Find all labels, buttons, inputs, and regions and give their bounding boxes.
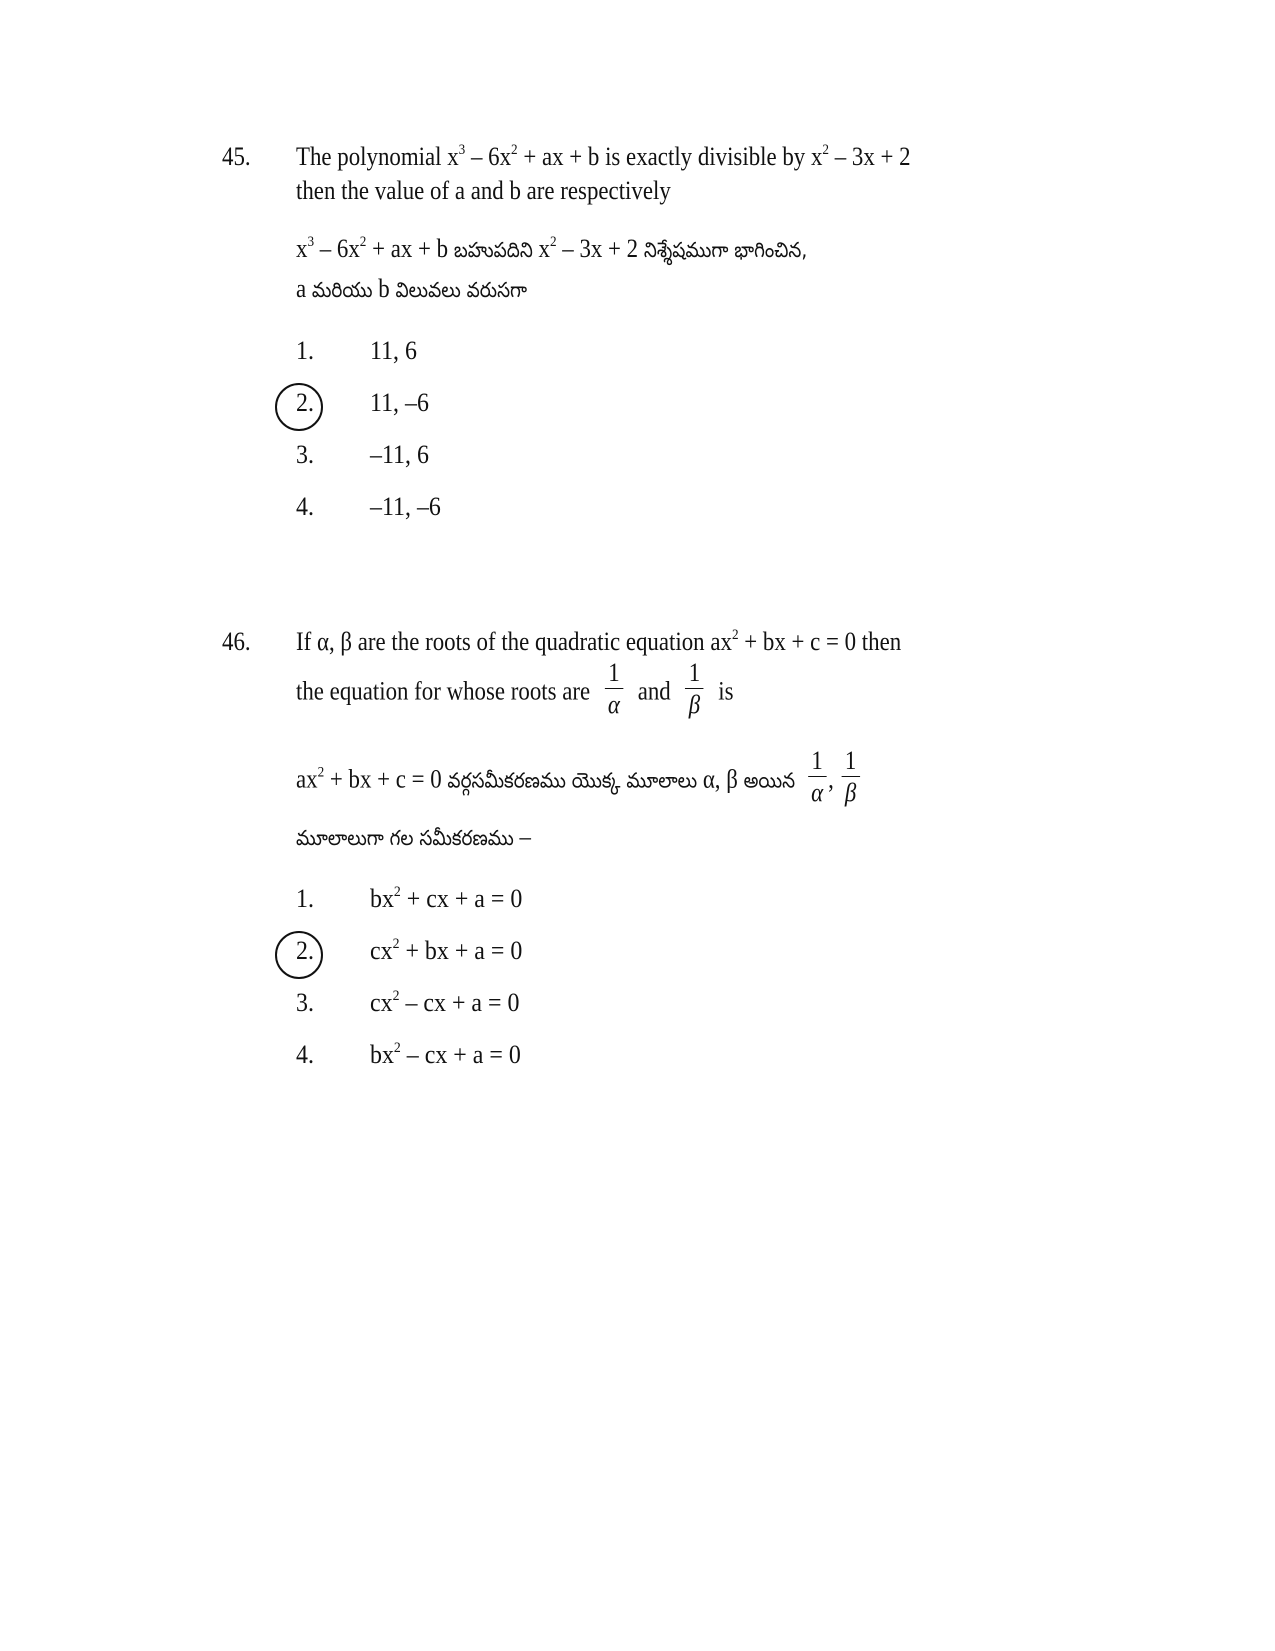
option-value: –11, –6 [370, 492, 441, 521]
telugu-text: నిశ్శేషముగా భాగించిన, [643, 238, 808, 262]
numerator: 1 [608, 658, 620, 687]
fraction-one-over-beta [685, 658, 703, 721]
fraction-one-over-alpha [605, 658, 623, 721]
superscript: 2 [731, 627, 739, 643]
superscript: 2 [393, 1040, 401, 1056]
denominator: α [811, 778, 824, 807]
fraction-one-over-alpha [808, 746, 826, 809]
text: a [296, 274, 312, 303]
text: + ax + b is exactly divisible by x [517, 142, 823, 171]
superscript: 3 [307, 234, 315, 250]
text: – cx + a = 0 [399, 988, 520, 1017]
text: and [637, 676, 671, 706]
text: – [513, 822, 531, 851]
text: is [718, 676, 734, 706]
question-text-english-line1 [296, 627, 901, 657]
text: – 3x + 2 [829, 142, 911, 171]
option-number: 3. [296, 988, 314, 1017]
text: cx [370, 988, 393, 1017]
option-number: 3. [296, 440, 314, 469]
question-text-english-line2 [296, 658, 734, 725]
superscript: 2 [392, 988, 400, 1004]
text: x [532, 234, 550, 263]
text: – 3x + 2 [556, 234, 644, 263]
option-value [370, 1040, 521, 1070]
superscript: 2 [393, 884, 401, 900]
text: – 6x [314, 234, 360, 263]
text: bx [370, 1040, 394, 1069]
text: cx [370, 936, 393, 965]
text: + bx + c = 0 [324, 764, 448, 794]
text: x [296, 234, 308, 263]
superscript: 2 [359, 234, 367, 250]
option-value: 11, –6 [370, 388, 429, 417]
superscript: 2 [511, 142, 518, 158]
text: The polynomial x [296, 142, 459, 171]
text: b [372, 274, 396, 303]
telugu-text: విలువలు వరుసగా [395, 278, 528, 302]
text: the equation for whose roots are [296, 676, 591, 706]
text: – cx + a = 0 [400, 1040, 521, 1069]
option-value [370, 988, 519, 1018]
text: + bx + a = 0 [399, 936, 523, 965]
option-number: 1. [296, 336, 314, 365]
option-number: 1. [296, 884, 314, 913]
telugu-text: మూలాలుగా గల సమీకరణము [296, 826, 514, 850]
denominator: β [688, 690, 701, 719]
text: + bx + c = 0 then [738, 627, 902, 656]
question-number: 45. [222, 142, 251, 171]
text: , [828, 764, 834, 794]
question-text-english-line1 [296, 142, 911, 172]
option-number: 4. [296, 1040, 314, 1069]
text: α, β [697, 764, 744, 794]
question-number: 46. [222, 627, 251, 656]
superscript: 2 [549, 234, 557, 250]
text: If α, β are the roots of the quadratic equation ax [296, 627, 732, 656]
telugu-text: మరియు [311, 278, 373, 302]
option-value: 11, 6 [370, 336, 417, 365]
question-text-telugu-line2 [296, 274, 527, 308]
superscript: 2 [392, 936, 400, 952]
question-text-telugu-line2 [296, 822, 531, 856]
numerator: 1 [811, 746, 823, 775]
superscript: 3 [458, 142, 466, 158]
option-value [370, 936, 522, 966]
question-text-telugu-line1 [296, 234, 807, 268]
denominator: β [844, 778, 857, 807]
text: + ax + b [366, 234, 454, 263]
question-text-english-line2: then the value of a and b are respectively [296, 176, 671, 205]
superscript: 2 [822, 142, 830, 158]
text: – 6x [465, 142, 512, 171]
option-number: 4. [296, 492, 314, 521]
text: ax [296, 764, 318, 794]
telugu-text: వర్గసమీకరణము యొక్క మూలాలు [447, 768, 698, 793]
question-text-telugu-line1 [296, 746, 862, 813]
text: + cx + a = 0 [400, 884, 523, 913]
numerator: 1 [688, 658, 701, 687]
option-number: 2. [296, 936, 314, 965]
option-value [370, 884, 522, 914]
option-value: –11, 6 [370, 440, 429, 469]
telugu-text: బహుపదిని [453, 238, 533, 262]
text: bx [370, 884, 394, 913]
denominator: α [607, 690, 620, 719]
telugu-text: అయిన [743, 768, 796, 793]
numerator: 1 [844, 746, 857, 775]
superscript: 2 [317, 764, 325, 781]
option-number: 2. [296, 388, 314, 417]
fraction-one-over-beta [841, 746, 859, 809]
